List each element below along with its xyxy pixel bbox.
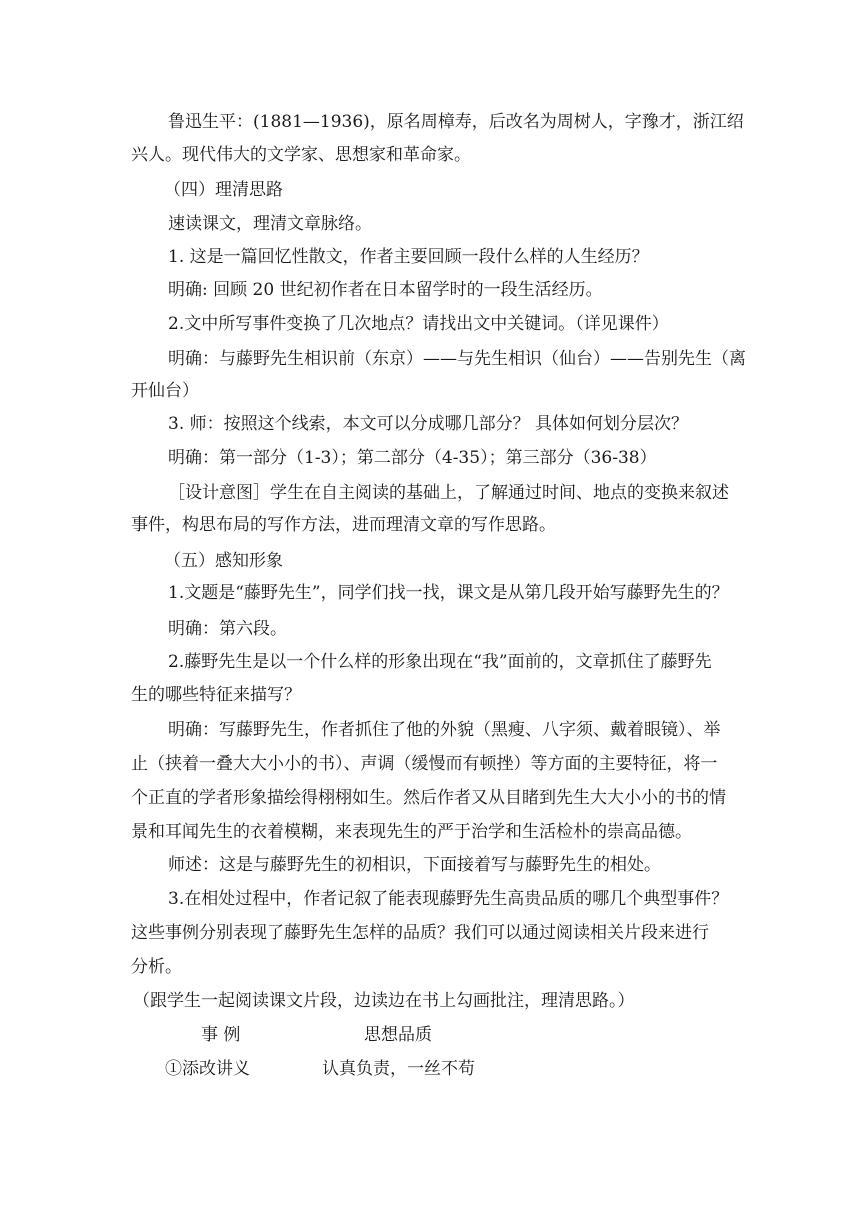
design-intent-line: ［设计意图］学生在自主阅读的基础上，了解通过时间、地点的变换来叙述 — [168, 483, 729, 503]
question-line: 这些事例分别表现了藤野先生怎样的品质？我们可以通过阅读相关片段来进行 — [131, 923, 709, 943]
answer-line: 个正直的学者形象描绘得栩栩如生。然后作者又从目睹到先生大大小小的书的情 — [131, 788, 726, 808]
paragraph-line: 鲁迅生平：(1881—1936)，原名周樟寿，后改名为周树人，字豫才，浙江绍 — [168, 112, 744, 132]
answer-line: 明确：第六段。 — [168, 619, 287, 639]
teacher-note-line: 师述：这是与藤野先生的初相识，下面接着写与藤野先生的相处。 — [168, 855, 661, 875]
question-line: 1.文题是“藤野先生”，同学们找一找，课文是从第几段开始写藤野先生的？ — [168, 583, 729, 603]
question-line: 3.在相处过程中，作者记叙了能表现藤野先生高贵品质的哪几个典型事件？ — [168, 889, 729, 909]
answer-line: 明确: 回顾 20 世纪初作者在日本留学时的一段生活经历。 — [168, 280, 603, 300]
answer-line: 景和耳闻先生的衣着模糊，来表现先生的严于治学和生活检朴的崇高品德。 — [131, 822, 692, 842]
answer-line: 明确：写藤野先生，作者抓住了他的外貌（黑瘦、八字须、戴着眼镜）、举 — [168, 720, 721, 740]
section-heading: （四）理清思路 — [164, 180, 283, 200]
answer-line: 明确：与藤野先生相识前（东京）——与先生相识（仙台）——告别先生（离 — [168, 349, 746, 369]
table-header-example: 事 例 — [201, 1025, 241, 1045]
table-header-quality: 思想品质 — [364, 1025, 432, 1045]
table-cell-quality: 认真负责，一丝不苟 — [322, 1059, 475, 1079]
section-heading: （五）感知形象 — [164, 551, 283, 571]
answer-line: 止（挟着一叠大大小小的书）、声调（缓慢而有顿挫）等方面的主要特征，将一 — [131, 754, 718, 774]
answer-line: 开仙台） — [131, 381, 199, 401]
question-line: 3. 师：按照这个线索，本文可以分成哪几部分？ 具体如何划分层次？ — [168, 414, 689, 434]
question-line: 2.文中所写事件变换了几次地点？请找出文中关键词。（详见课件） — [168, 314, 669, 334]
paragraph-line: 兴人。现代伟大的文学家、思想家和革命家。 — [131, 145, 471, 165]
instruction-line: （跟学生一起阅读课文片段，边读边在书上勾画批注，理清思路。） — [133, 991, 635, 1011]
answer-line: 明确：第一部分（1-3）；第二部分（4-35）；第三部分（36-38） — [168, 448, 657, 468]
design-intent-line: 事件，构思布局的写作方法，进而理清文章的写作思路。 — [131, 515, 556, 535]
question-line: 分析。 — [131, 957, 182, 977]
paragraph-line: 速读课文，理清文章脉络。 — [168, 214, 372, 234]
question-line: 生的哪些特征来描写？ — [131, 685, 301, 705]
question-line: 2.藤野先生是以一个什么样的形象出现在“我”面前的，文章抓住了藤野先 — [168, 652, 712, 672]
question-line: 1. 这是一篇回忆性散文，作者主要回顾一段什么样的人生经历？ — [168, 247, 649, 267]
table-cell-example: ①添改讲义 — [165, 1059, 250, 1079]
